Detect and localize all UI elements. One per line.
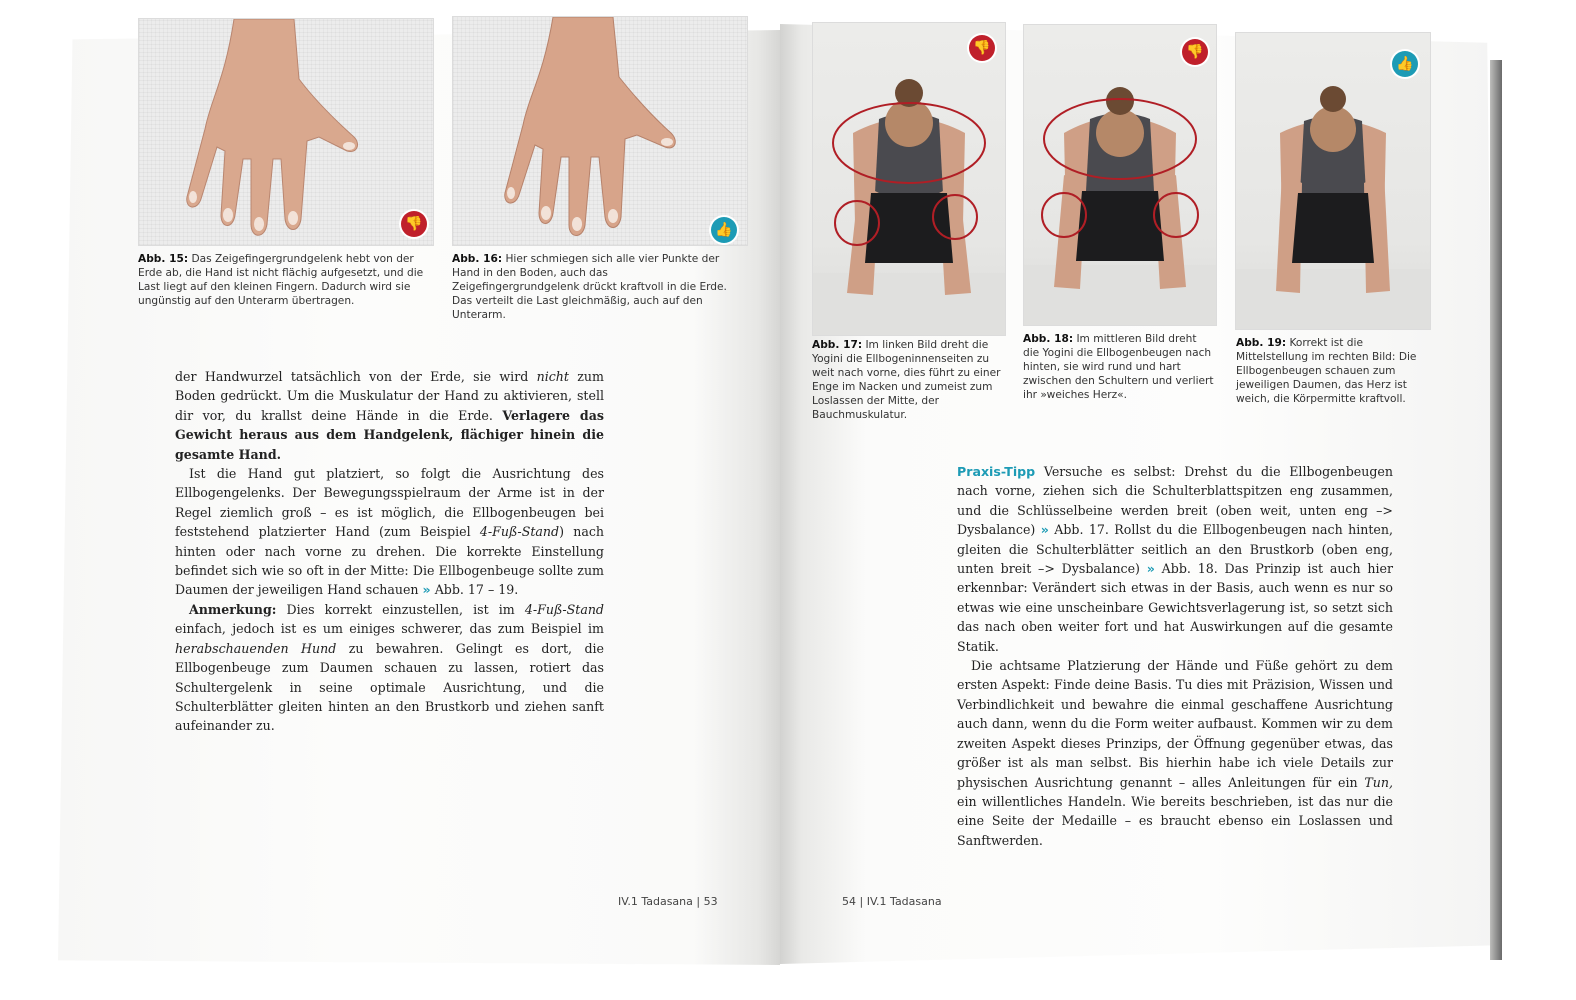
figure-15-caption: Abb. 15: Das Zeigefingergrundgelenk hebt von der Erde ab, die Hand ist nicht flächig aufgesetzt, und die Last liegt auf den kleinen Fingern. Dadurch wird sie ungünstig auf den Unterarm übertragen.: [138, 253, 424, 307]
figure-17-photo: [812, 22, 1006, 336]
reference-arrow-icon: »: [422, 582, 431, 598]
right-page-footer: 54 | IV.1 Tadasana: [842, 895, 942, 908]
reference-arrow-icon: »: [1040, 522, 1049, 538]
reference-arrow-icon: »: [1146, 561, 1155, 577]
left-body-text: [175, 367, 604, 736]
paragraph: Die achtsame Platzierung der Hände und Füße gehört zu dem ersten Aspekt: Finde deine Basis. Tu dies mit Präzision, Wissen und Verbindlichkeit und bewahre die einmal geschaffene Ausrichtung auch dann, wenn du die Form weiter aufbaust. Kommen wir zu dem zweiten Aspekt dieses Prinzips, der Öffnung gegenüber etwas, das größer ist als man selbst. Bis hierhin habe ich viele Details zur physischen Ausrichtung genannt – alles Anleitungen für ein Tun, ein willentliches Handeln. Wie bereits beschrieben, ist das nur die eine Seite der Medaille – es braucht ebenso ein Loslassen und Sanftwerden.: [957, 658, 1393, 848]
left-page-footer: IV.1 Tadasana | 53: [618, 895, 718, 908]
yoga-pose-illustration: [813, 23, 1005, 335]
paragraph: der Handwurzel tatsächlich von der Erde, sie wird nicht zum Boden gedrückt. Um die Muskulatur der Hand zu aktivieren, stell dir vor, du krallst deine Hände in die Erde. Verlagere das Gewicht heraus aus dem Handgelenk, flächiger hinein die gesamte Hand.: [175, 369, 604, 462]
right-body-text: [957, 462, 1393, 850]
hand-illustration: [139, 19, 433, 245]
figure-19-photo: [1235, 32, 1431, 330]
thumbs-down-icon: 👎: [969, 35, 995, 61]
figure-16-caption: Abb. 16: Hier schmiegen sich alle vier Punkte der Hand in den Boden, auch das Zeigefingergrundgelenk drückt kraftvoll in die Erde. Das verteilt die Last gleichmäßig, auch auf den Unterarm.: [452, 253, 727, 321]
figure-16-photo: [452, 16, 748, 246]
practice-tip-label: Praxis-Tipp: [957, 464, 1036, 479]
hand-illustration: [453, 17, 747, 245]
thumbs-up-icon: 👍: [711, 217, 737, 243]
thumbs-down-icon: 👎: [401, 211, 427, 237]
page-edge: [1490, 60, 1502, 960]
practice-tip: Praxis-Tipp Versuche es selbst: Drehst du die Ellbogenbeugen nach vorne, ziehen sich die Schulterblattspitzen eng zusammen, und die Schlüsselbeine werden breit (oben weit, unten eng –> Dysbalance) » Abb. 17. Rollst du die Ellbogenbeugen nach hinten, gleiten die Schulterblätter seitlich an den Brustkorb (oben eng, unten breit –> Dysbalance) » Abb. 18. Das Prinzip ist auch hier erkennbar: Verändert sich etwas in der Basis, auch wenn es nur so etwas wie eine unscheinbare Gewichtsverlagerung ist, so setzt sich das nach oben weiter fort und hat Auswirkungen auf die gesamte Statik.: [957, 464, 1393, 654]
figure-15-photo: [138, 18, 434, 246]
yoga-pose-illustration: [1024, 25, 1216, 325]
thumbs-down-icon: 👎: [1182, 39, 1208, 65]
figure-19-caption: Abb. 19: Korrekt ist die Mittelstellung im rechten Bild: Die Ellbogenbeugen schauen zum jeweiligen Daumen, das Herz ist weich, die Körpermitte kraftvoll.: [1236, 337, 1417, 405]
thumbs-up-icon: 👍: [1392, 51, 1418, 77]
figure-18-caption: Abb. 18: Im mittleren Bild dreht die Yogini die Ellbogenbeugen nach hinten, sie wird rund und hart zwischen den Schultern und verliert ihr »weiches Herz«.: [1023, 333, 1214, 401]
paragraph: Ist die Hand gut platziert, so folgt die Ausrichtung des Ellbogengelenks. Der Bewegungsspielraum der Arme ist in der Regel ziemlich groß – es ist möglich, die Ellbogenbeugen bei feststehend platzierter Hand (zum Beispiel 4-Fuß-Stand) nach hinten oder nach vorne zu drehen. Die korrekte Einstellung befindet sich wie so oft in der Mitte: Die Ellbogenbeuge sollte zum Daumen der jeweiligen Hand schauen » Abb. 17 – 19.: [175, 466, 604, 598]
figure-18-photo: [1023, 24, 1217, 326]
yoga-pose-illustration: [1236, 33, 1430, 329]
paragraph: Anmerkung: Dies korrekt einzustellen, ist im 4-Fuß-Stand einfach, jedoch ist es um einiges schwerer, das zum Beispiel im herabschauenden Hund zu bewahren. Gelingt es dort, die Ellbogenbeuge zum Daumen schauen zu lassen, rotiert das Schultergelenk in seine optimale Ausrichtung, und die Schulterblätter gleiten hinten an den Brustkorb und ziehen sanft aufeinander zu.: [175, 601, 605, 734]
figure-17-caption: Abb. 17: Im linken Bild dreht die Yogini die Ellbogeninnenseiten zu weit nach vorne, dies führt zu einer Enge im Nacken und zumeist zum Loslassen der Mitte, der Bauchmuskulatur.: [812, 339, 1001, 421]
